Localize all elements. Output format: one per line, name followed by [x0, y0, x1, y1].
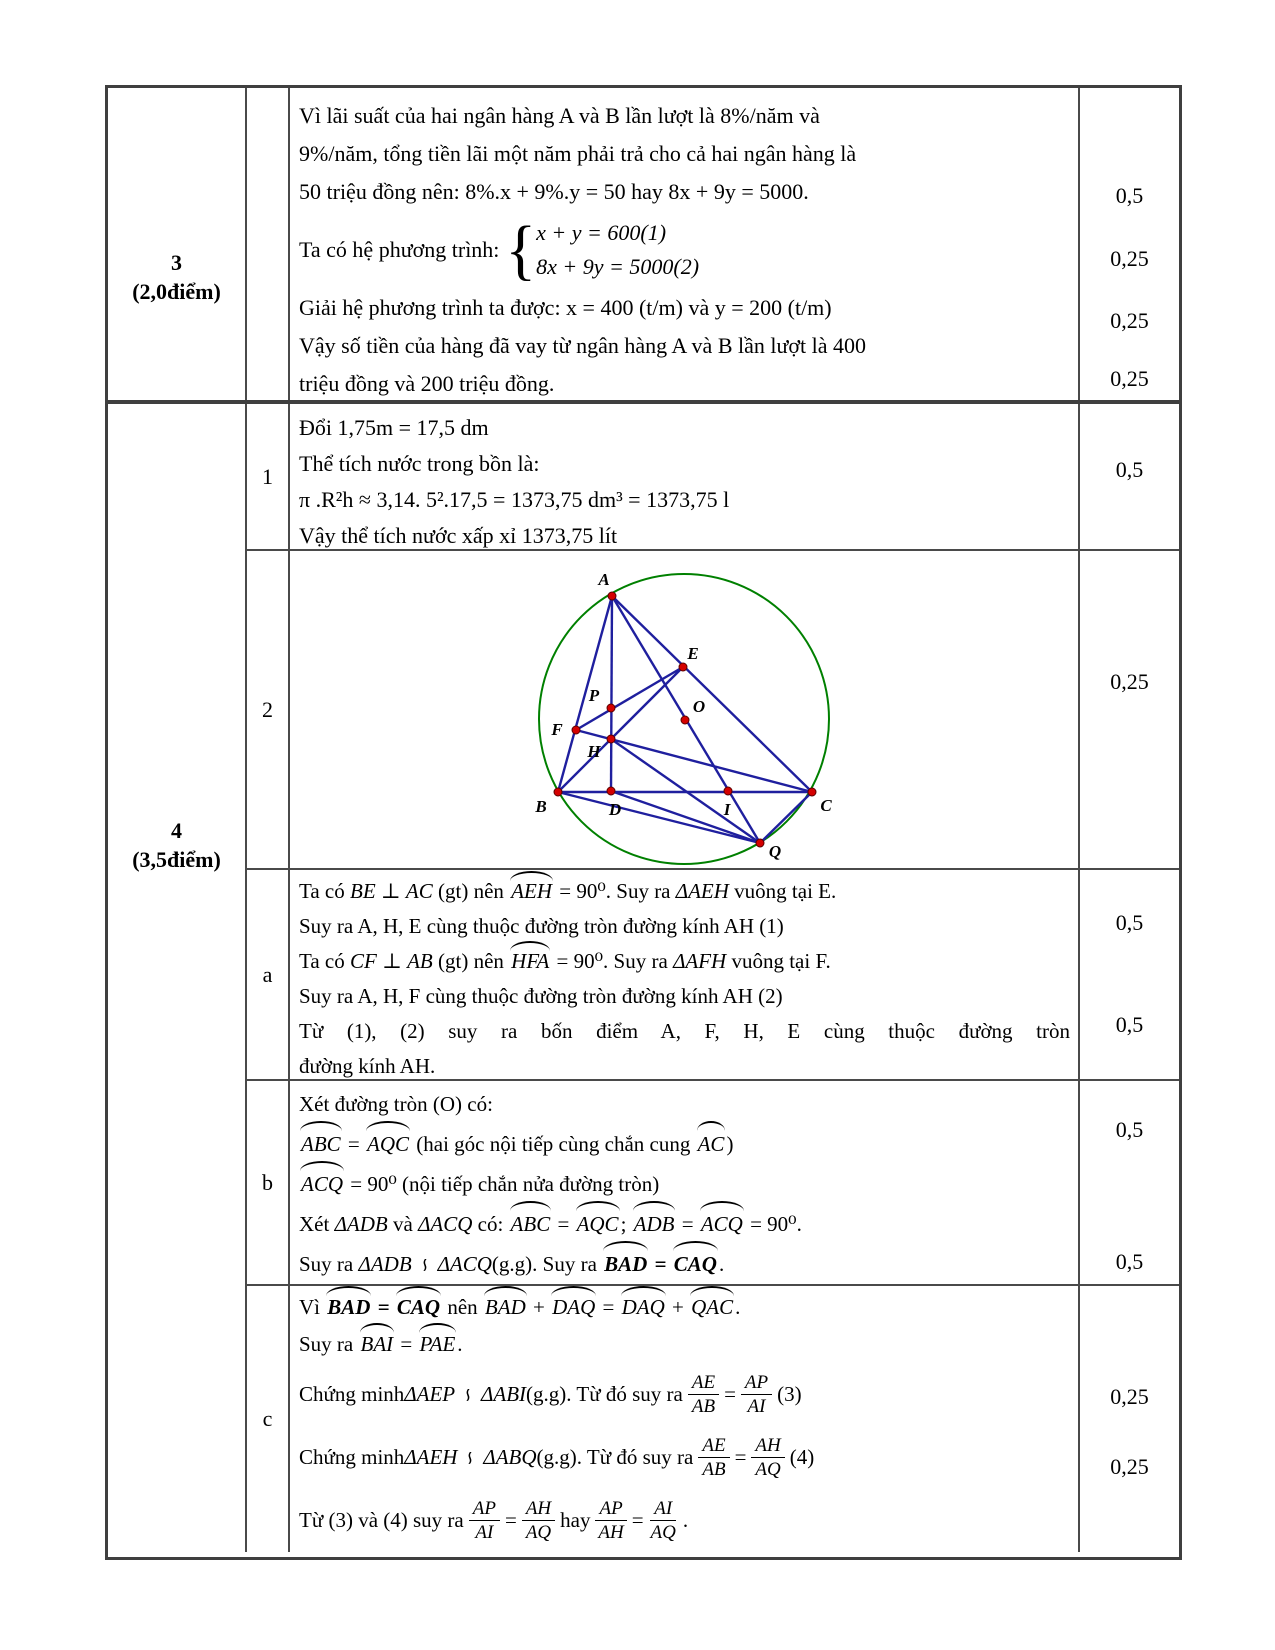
p1-line-4: Vậy thể tích nước xấp xỉ 1373,75 lít	[299, 523, 618, 548]
pc-line-5	[299, 1489, 1070, 1552]
point-O-label: O	[692, 697, 706, 716]
text: = 90⁰ (nội tiếp chắn nửa đường tròn)	[345, 1172, 660, 1196]
point-value: 0,25	[1110, 669, 1149, 694]
part-c-points	[1080, 1286, 1179, 1552]
text: .	[735, 1295, 741, 1319]
angle-ADB: ADB	[632, 1204, 677, 1244]
point-C-label: C	[820, 796, 832, 815]
q3-line-2: 9%/năm, tổng tiền lãi một năm phải trả cho cả hai ngân hàng là	[299, 141, 857, 166]
denominator: AI	[747, 1396, 766, 1417]
similar-symbol: ∽	[457, 1386, 480, 1403]
math-triangle-ACQ: ΔACQ	[437, 1252, 492, 1276]
part-2-row	[247, 551, 1179, 870]
math-triangle-ACQ: ΔACQ	[418, 1212, 473, 1236]
pb-line-4	[299, 1204, 1070, 1244]
text: =	[342, 1132, 366, 1156]
p1-line-3: π .R²h ≈ 3,14. 5².17,5 = 1373,75 dm³ = 1373,75 l	[299, 487, 730, 512]
text: Xét	[299, 1212, 335, 1236]
text: (hai góc nội tiếp cùng chắn cung	[411, 1132, 696, 1156]
point-F-dot	[572, 726, 580, 734]
denominator: AB	[691, 1396, 716, 1417]
question-3-score: (2,0điểm)	[132, 279, 221, 304]
answer-table	[105, 85, 1182, 1560]
equals: =	[504, 1508, 517, 1532]
text: +	[527, 1295, 551, 1319]
point-E-label: E	[687, 644, 699, 663]
point-value: 0,25	[1110, 1454, 1149, 1479]
q3-eq-2: 8x + 9y = 5000(2)	[536, 254, 700, 279]
q3-equations	[536, 216, 699, 284]
angle-ABC: ABC	[509, 1204, 553, 1244]
question-3-row	[108, 88, 1179, 404]
denominator: AQ	[650, 1522, 676, 1543]
question-4-score: (3,5điểm)	[132, 847, 221, 872]
geometry-figure	[290, 551, 1080, 868]
q3-line-3: 50 triệu đồng nên: 8%.x + 9%.y = 50 hay 8x + 9y = 5000.	[299, 179, 809, 204]
text: Chứng minh	[299, 1382, 405, 1406]
part-b-row	[247, 1081, 1179, 1286]
question-4-number: 4	[171, 818, 182, 843]
brace-symbol: {	[505, 212, 537, 287]
segment-DQ	[611, 791, 760, 843]
denominator: AI	[475, 1522, 494, 1543]
part-b-label: b	[247, 1081, 290, 1284]
angle-BAD-bold: BAD	[325, 1289, 372, 1326]
angle-DAQ: DAQ	[550, 1289, 597, 1326]
part-a-points	[1080, 870, 1179, 1079]
part-a-label: a	[247, 870, 290, 1079]
point-A-label: A	[598, 570, 610, 589]
point-Q-dot	[756, 839, 764, 847]
text: = 90⁰. Suy ra	[554, 879, 676, 903]
text: = 90⁰. Suy ra	[551, 949, 674, 973]
denominator: AQ	[525, 1522, 552, 1543]
pa-line-3	[299, 944, 1070, 979]
part-a-row	[247, 870, 1179, 1081]
text: vuông tại F.	[726, 949, 831, 973]
numerator: AE	[698, 1434, 729, 1458]
point-A-dot	[608, 592, 616, 600]
pc-line-2	[299, 1326, 1070, 1363]
part-c-row	[247, 1286, 1179, 1552]
p1-line-1: Đổi 1,75m = 17,5 dm	[299, 415, 489, 440]
fraction-AP-AI	[741, 1371, 772, 1418]
point-I-dot	[724, 787, 732, 795]
fraction-AP-AI	[469, 1497, 500, 1544]
math-triangle-AFH: ΔAFH	[673, 949, 727, 973]
part-b-content	[290, 1081, 1080, 1284]
question-4-subrows	[247, 404, 1179, 1552]
numerator: AI	[650, 1497, 676, 1521]
text: =	[552, 1212, 575, 1236]
point-value: 0,5	[1115, 1249, 1144, 1274]
math-BE: BE	[350, 879, 376, 903]
point-D-label: D	[608, 800, 622, 819]
fraction-AH-AQ	[522, 1497, 555, 1544]
question-3-number: 3	[171, 250, 182, 275]
perpendicular-symbol: ⊥	[376, 949, 408, 973]
text: (g.g). Suy ra	[491, 1252, 603, 1276]
point-value: 0,5	[1115, 457, 1144, 482]
text: Suy ra	[299, 1252, 359, 1276]
pa-line-6: đường kính AH.	[299, 1054, 436, 1078]
q3-line-5: Giải hệ phương trình ta được: x = 400 (t/m) và y = 200 (t/m)	[299, 295, 832, 320]
numerator: AP	[595, 1497, 626, 1521]
angle-PAE: PAE	[418, 1326, 458, 1363]
text: =	[395, 1332, 418, 1356]
point-C-dot	[808, 788, 816, 796]
point-value: 0,25	[1110, 366, 1149, 391]
text: nên	[442, 1295, 483, 1319]
part-c-content	[290, 1286, 1080, 1552]
p1-line-2: Thể tích nước trong bồn là:	[299, 451, 540, 476]
q3-eq-1: x + y = 600(1)	[536, 220, 667, 245]
angle-HFA: HFA	[509, 944, 551, 979]
pb-line-5	[299, 1244, 1070, 1284]
text: có:	[472, 1212, 509, 1236]
pa-line-5: Từ (1), (2) suy ra bốn điểm A, F, H, E cùng thuộc đường tròn	[299, 1019, 1070, 1043]
text: Ta có	[299, 879, 351, 903]
text: hay	[560, 1508, 591, 1532]
part-c-label: c	[247, 1286, 290, 1552]
angle-CAQ-bold: CAQ	[395, 1289, 442, 1326]
text: .	[718, 1252, 725, 1276]
q3-line-7: triệu đồng và 200 triệu đồng.	[299, 371, 555, 396]
question-3-number-cell	[108, 88, 247, 400]
text: (g.g). Từ đó suy ra	[536, 1445, 694, 1469]
text: .	[682, 1508, 689, 1532]
part-2-content	[290, 551, 1080, 868]
numerator: AH	[522, 1497, 555, 1521]
denominator: AB	[702, 1459, 726, 1480]
segment-CQ	[760, 792, 812, 843]
math-triangle-ABQ: ΔABQ	[483, 1445, 537, 1469]
text: )	[726, 1132, 734, 1156]
q3-line-1: Vì lãi suất của hai ngân hàng A và B lần lượt là 8%/năm và	[299, 103, 820, 128]
perpendicular-symbol: ⊥	[375, 879, 406, 903]
fraction-AH-AQ	[751, 1434, 784, 1481]
fraction-AP-AH	[595, 1497, 626, 1544]
angle-ABC: ABC	[299, 1124, 343, 1164]
text: (g.g). Từ đó suy ra	[526, 1382, 683, 1406]
equals: =	[724, 1382, 736, 1406]
similar-symbol: ∽	[413, 1257, 436, 1273]
angle-BAI: BAI	[359, 1326, 396, 1363]
question-4-row	[108, 404, 1179, 1552]
text: và	[387, 1212, 419, 1236]
point-value: 0,5	[1115, 1117, 1144, 1142]
point-O-dot	[681, 716, 689, 724]
angle-DAQ: DAQ	[620, 1289, 667, 1326]
math-triangle-AEP: ΔAEP	[404, 1382, 456, 1406]
text: (gt) nên	[432, 949, 510, 973]
point-P-label: P	[588, 686, 600, 705]
question-4-label	[108, 816, 245, 874]
point-value: 0,5	[1115, 1012, 1144, 1037]
pa-line-2: Suy ra A, H, E cùng thuộc đường tròn đường kính AH (1)	[299, 914, 784, 938]
part-1-points	[1080, 404, 1179, 549]
text: vuông tại E.	[728, 879, 837, 903]
math-triangle-ABI: ΔABI	[481, 1382, 527, 1406]
segment-AB	[558, 596, 612, 792]
denominator: AQ	[755, 1459, 781, 1480]
math-triangle-AEH: ΔAEH	[404, 1445, 458, 1469]
pb-line-2	[299, 1124, 1070, 1164]
point-value: 0,25	[1110, 308, 1149, 333]
angle-BAD-bold: BAD	[602, 1244, 649, 1284]
numerator: AH	[751, 1434, 784, 1458]
part-1-content	[290, 404, 1080, 549]
point-Q-label: Q	[768, 842, 782, 861]
numerator: AE	[688, 1371, 719, 1395]
angle-AQC: AQC	[575, 1204, 621, 1244]
similar-symbol: ∽	[459, 1449, 482, 1466]
numerator: AP	[469, 1497, 500, 1521]
angle-QAC: QAC	[689, 1289, 735, 1326]
part-1-label: 1	[247, 404, 290, 549]
text: Vì	[299, 1295, 326, 1319]
point-value: 0,5	[1115, 183, 1144, 208]
equals: =	[649, 1252, 672, 1276]
text: ;	[620, 1212, 632, 1236]
point-D-dot	[607, 787, 615, 795]
math-triangle-ADB: ΔADB	[358, 1252, 412, 1276]
question-4-number-cell	[108, 404, 247, 1552]
point-E-dot	[679, 663, 687, 671]
part-b-points	[1080, 1081, 1179, 1284]
point-B-label: B	[535, 797, 547, 816]
question-3-content	[290, 88, 1080, 400]
text: (4)	[789, 1445, 815, 1469]
fraction-AE-AB	[698, 1434, 729, 1481]
point-B-dot	[554, 788, 562, 796]
equals: =	[734, 1445, 747, 1469]
point-value: 0,25	[1110, 246, 1149, 271]
fraction-AE-AB	[688, 1371, 719, 1418]
math-CF: CF	[350, 949, 377, 973]
question-3-points	[1080, 88, 1179, 400]
point-value: 0,5	[1115, 910, 1144, 935]
text: Chứng minh	[299, 1445, 405, 1469]
text: Suy ra	[299, 1332, 359, 1356]
fraction-AI-AQ	[649, 1497, 678, 1544]
point-H-label: H	[587, 742, 601, 761]
part-1-row	[247, 404, 1179, 551]
text: +	[666, 1295, 690, 1319]
text: = 90⁰.	[744, 1212, 802, 1236]
point-H-dot	[607, 735, 615, 743]
math-AB: AB	[407, 949, 433, 973]
angle-CAQ-bold: CAQ	[672, 1244, 719, 1284]
math-AC: AC	[405, 879, 433, 903]
q3-line-6: Vậy số tiền của hàng đã vay từ ngân hàng A và B lần lượt là 400	[299, 333, 867, 358]
text: .	[457, 1332, 463, 1356]
pb-line-3	[299, 1164, 1070, 1204]
equals: =	[372, 1295, 395, 1319]
point-value: 0,25	[1110, 1384, 1149, 1409]
arc-AC: AC	[696, 1124, 727, 1164]
part-2-points	[1080, 551, 1179, 868]
angle-BAD: BAD	[483, 1289, 528, 1326]
point-I-label: I	[723, 800, 731, 819]
math-triangle-AEH: ΔAEH	[675, 879, 729, 903]
numerator: AP	[741, 1371, 772, 1395]
point-P-dot	[607, 704, 615, 712]
angle-ACQ: ACQ	[299, 1164, 345, 1204]
q3-eq-prefix: Ta có hệ phương trình:	[299, 237, 500, 262]
point-F-label: F	[551, 720, 563, 739]
denominator: AH	[598, 1522, 624, 1543]
angle-ACQ: ACQ	[699, 1204, 745, 1244]
pc-line-3	[299, 1363, 1070, 1426]
text: =	[597, 1295, 620, 1319]
text: =	[676, 1212, 699, 1236]
text: (gt) nên	[432, 879, 510, 903]
text: (3)	[777, 1382, 802, 1406]
text: Ta có	[299, 949, 351, 973]
question-3-subpart-cell	[247, 88, 290, 400]
pa-line-4: Suy ra A, H, F cùng thuộc đường tròn đường kính AH (2)	[299, 984, 783, 1008]
q3-equation-system	[299, 211, 1068, 289]
angle-AQC: AQC	[365, 1124, 411, 1164]
angle-AEH: AEH	[509, 874, 554, 909]
pa-line-1	[299, 874, 1070, 909]
part-2-label: 2	[247, 551, 290, 868]
text: Từ (3) và (4) suy ra	[299, 1508, 464, 1532]
pb-line-1: Xét đường tròn (O) có:	[299, 1092, 493, 1116]
math-triangle-ADB: ΔADB	[334, 1212, 388, 1236]
segment-AD	[611, 596, 612, 791]
equals: =	[631, 1508, 644, 1532]
pc-line-4	[299, 1426, 1070, 1489]
pc-line-1	[299, 1289, 1070, 1326]
question-3-label	[108, 248, 245, 306]
part-a-content	[290, 870, 1080, 1079]
